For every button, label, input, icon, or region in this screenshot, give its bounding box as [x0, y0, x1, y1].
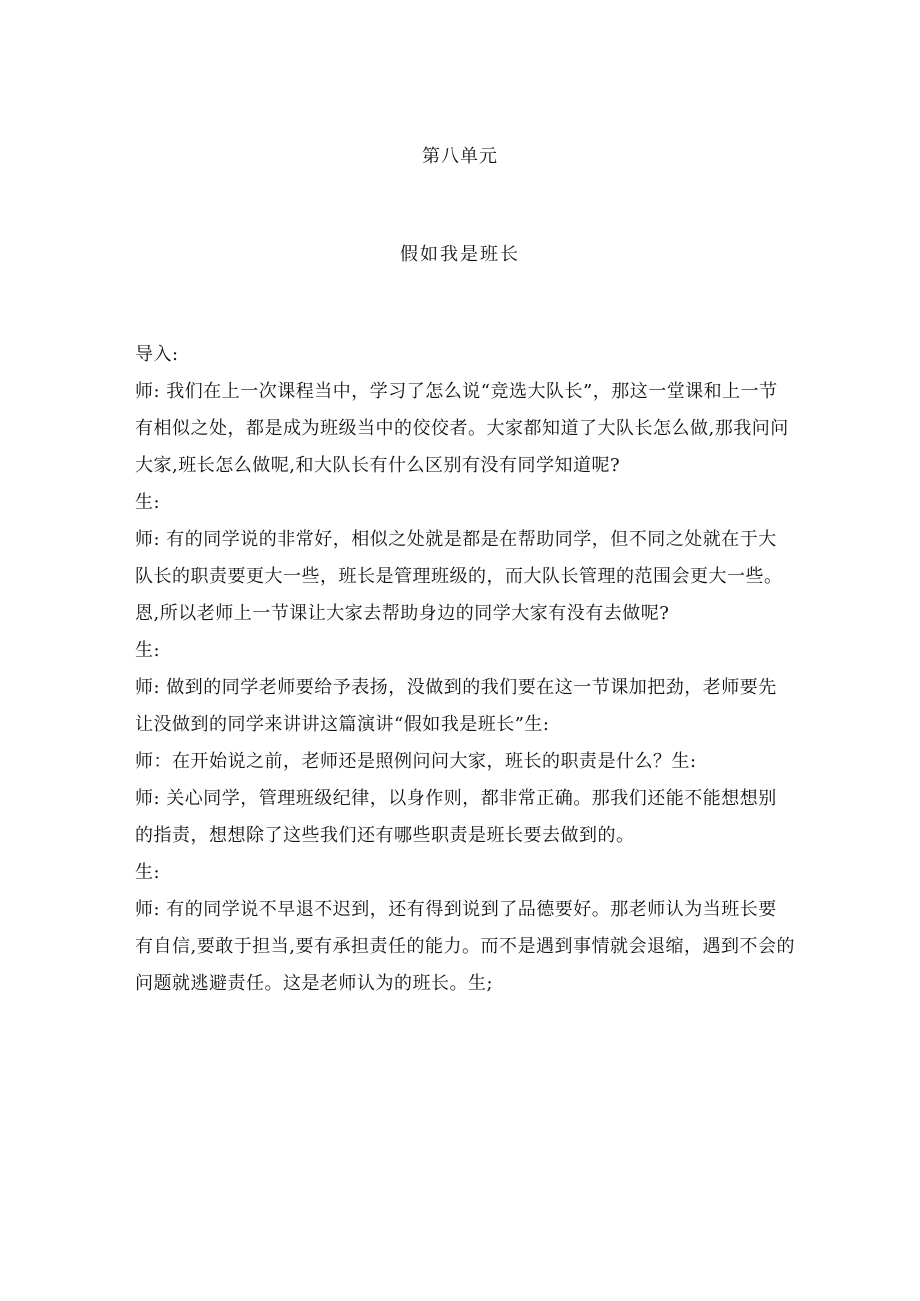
paragraph-student-2: 生:	[135, 640, 161, 661]
paragraph-student-3: 生:	[135, 862, 161, 883]
document-body	[135, 336, 795, 1002]
unit-title: 第八单元	[422, 146, 498, 167]
paragraph-teacher-4: 师：在开始说之前，老师还是照例问问大家，班长的职责是什么？生:	[135, 751, 697, 772]
paragraph-intro: 导入:	[135, 344, 179, 365]
lesson-title: 假如我是班长	[400, 244, 520, 265]
paragraph-teacher-5: 师: 关心同学，管理班级纪律，以身作则，都非常正确。那我们还能不能想想别的指责，想想除了这些我们还有哪些职责是班长要去做到的。	[135, 788, 777, 846]
paragraph-teacher-1: 师: 我们在上一次课程当中，学习了怎么说“竞选大队长”，那这一堂课和上一节有相似之处，都是成为班级当中的佼佼者。大家都知道了大队长怎么做,那我问问大家,班长怎么做呢,和大队长有什么区别有没有同学知道呢?	[135, 381, 789, 476]
paragraph-teacher-2: 师: 有的同学说的非常好，相似之处就是都是在帮助同学，但不同之处就在于大队长的职责要更大一些，班长是管理班级的，而大队长管理的范围会更大一些。恩,所以老师上一节课让大家去帮助身边的同学大家有没有去做呢?	[135, 529, 783, 624]
paragraph-student-1: 生:	[135, 492, 161, 513]
paragraph-teacher-6: 师: 有的同学说不早退不迟到，还有得到说到了品德要好。那老师认为当班长要有自信,要敢于担当,要有承担责任的能力。而不是遇到事情就会退缩，遇到不会的问题就逃避责任。这是老师认为的班长。生;	[135, 899, 795, 994]
paragraph-teacher-3: 师: 做到的同学老师要给予表扬，没做到的我们要在这一节课加把劲，老师要先让没做到的同学来讲讲这篇演讲“假如我是班长”生:	[135, 677, 777, 735]
